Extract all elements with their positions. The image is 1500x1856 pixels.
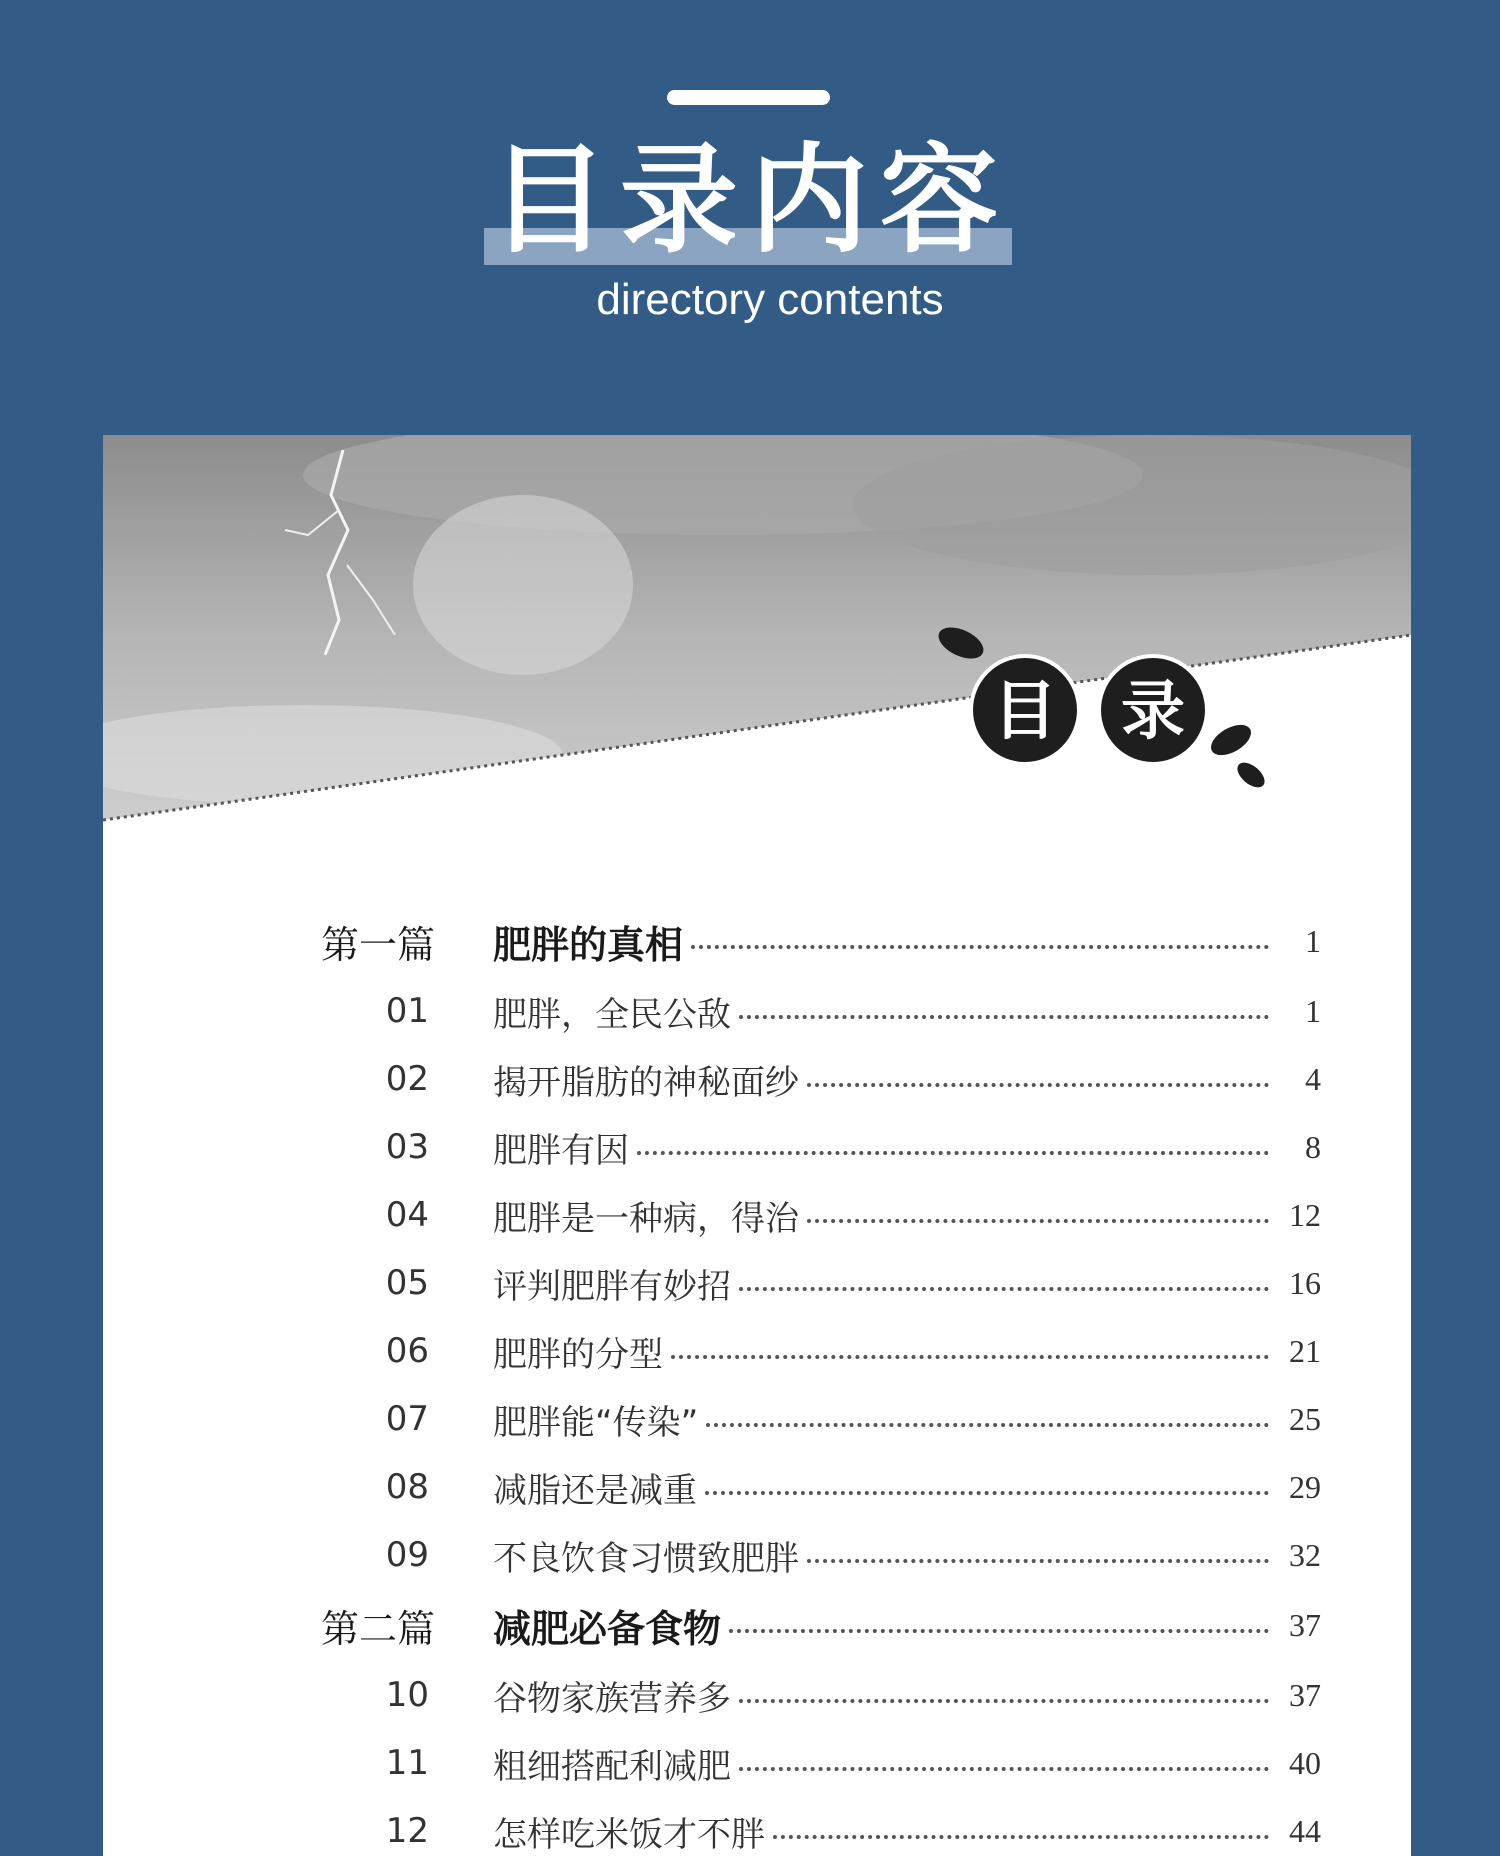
toc-entry-title: 不良饮食习惯致肥胖 (493, 1538, 799, 1579)
toc-leader-dots (637, 1151, 1269, 1155)
toc-page-number: 16 (1289, 1264, 1321, 1301)
toc-page-number: 4 (1305, 1060, 1321, 1097)
header-accent-bar (667, 90, 830, 105)
toc-page-number: 1 (1305, 922, 1321, 959)
leaf-icon (1206, 719, 1256, 762)
toc-chapter-number: 04 (385, 1195, 429, 1235)
toc-entry-title: 减脂还是减重 (493, 1470, 697, 1511)
toc-leader-dots (739, 1287, 1269, 1291)
toc-page-number: 32 (1289, 1536, 1321, 1573)
toc-leader-dots (739, 1699, 1269, 1703)
page-subtitle: directory contents (596, 275, 944, 324)
toc-entry-title: 肥胖，全民公敌 (493, 994, 731, 1035)
toc-chapter-number: 06 (385, 1331, 429, 1371)
toc-chapter-number: 05 (385, 1263, 429, 1303)
toc-leader-dots (807, 1559, 1269, 1563)
toc-chapter-number: 01 (385, 991, 429, 1031)
toc-leader-dots (705, 1491, 1269, 1495)
toc-leader-dots (807, 1083, 1269, 1087)
toc-leader-dots (739, 1015, 1269, 1019)
toc-leader-dots (739, 1767, 1269, 1771)
toc-chapter-row (321, 1729, 1321, 1797)
toc-entry-title: 减肥必备食物 (493, 1606, 722, 1651)
badge-char-1: 目 (993, 675, 1057, 749)
toc-chapter-row (321, 1453, 1321, 1521)
page-title: 目录内容 (489, 131, 1010, 269)
toc-page-number: 21 (1289, 1332, 1321, 1369)
toc-entry-title: 揭开脂肪的神秘面纱 (493, 1062, 799, 1103)
toc-chapter-row (321, 1249, 1321, 1317)
book-page (103, 435, 1411, 1856)
toc-badges (933, 615, 1353, 795)
toc-leader-dots (691, 945, 1269, 949)
toc-chapter-row (321, 1113, 1321, 1181)
toc-part-label: 第二篇 (321, 1606, 436, 1651)
toc-page-number: 40 (1289, 1744, 1321, 1781)
toc-chapter-row (321, 1385, 1321, 1453)
table-of-contents (321, 905, 1321, 1856)
toc-chapter-number: 10 (385, 1675, 429, 1715)
toc-page-number: 29 (1289, 1468, 1321, 1505)
toc-entry-title: 粗细搭配利减肥 (493, 1746, 731, 1787)
toc-page-number: 12 (1289, 1196, 1321, 1233)
toc-page-number: 37 (1289, 1676, 1321, 1713)
toc-chapter-row (321, 1521, 1321, 1589)
toc-entry-title: 肥胖有因 (493, 1130, 629, 1171)
toc-entry-title: 肥胖的真相 (493, 922, 684, 967)
toc-leader-dots (773, 1835, 1269, 1839)
toc-chapter-number: 02 (385, 1059, 429, 1099)
toc-leader-dots (671, 1355, 1269, 1359)
toc-part-label: 第一篇 (321, 922, 436, 967)
toc-chapter-row (321, 1045, 1321, 1113)
toc-chapter-row (321, 1181, 1321, 1249)
toc-part-row (321, 1589, 1321, 1661)
toc-entry-title: 评判肥胖有妙招 (493, 1266, 731, 1307)
toc-page-number: 25 (1289, 1400, 1321, 1437)
toc-chapter-number: 12 (385, 1811, 429, 1851)
toc-chapter-number: 08 (385, 1467, 429, 1507)
toc-entry-title: 怎样吃米饭才不胖 (493, 1814, 765, 1855)
toc-chapter-number: 07 (385, 1399, 429, 1439)
toc-entry-title: 肥胖的分型 (493, 1334, 663, 1375)
toc-leader-dots (807, 1219, 1269, 1223)
toc-page-number: 8 (1305, 1128, 1321, 1165)
toc-entry-title: 肥胖是一种病，得治 (493, 1198, 799, 1239)
toc-chapter-number: 09 (385, 1535, 429, 1575)
badge-char-2: 录 (1121, 675, 1185, 749)
toc-chapter-row (321, 1317, 1321, 1385)
leaf-icon (934, 621, 988, 665)
toc-page-number: 37 (1289, 1606, 1321, 1643)
toc-entry-title: 肥胖能“传染” (493, 1402, 699, 1443)
toc-entry-title: 谷物家族营养多 (493, 1678, 731, 1719)
toc-leader-dots (706, 1423, 1269, 1427)
toc-chapter-row (321, 1661, 1321, 1729)
toc-chapter-number: 11 (385, 1743, 429, 1783)
toc-part-row (321, 905, 1321, 977)
toc-chapter-row (321, 1797, 1321, 1856)
toc-chapter-number: 03 (385, 1127, 429, 1167)
toc-page-number: 1 (1305, 992, 1321, 1029)
leaf-icon (1233, 758, 1269, 792)
toc-page-number: 44 (1289, 1812, 1321, 1849)
toc-chapter-row (321, 977, 1321, 1045)
toc-leader-dots (729, 1629, 1269, 1633)
